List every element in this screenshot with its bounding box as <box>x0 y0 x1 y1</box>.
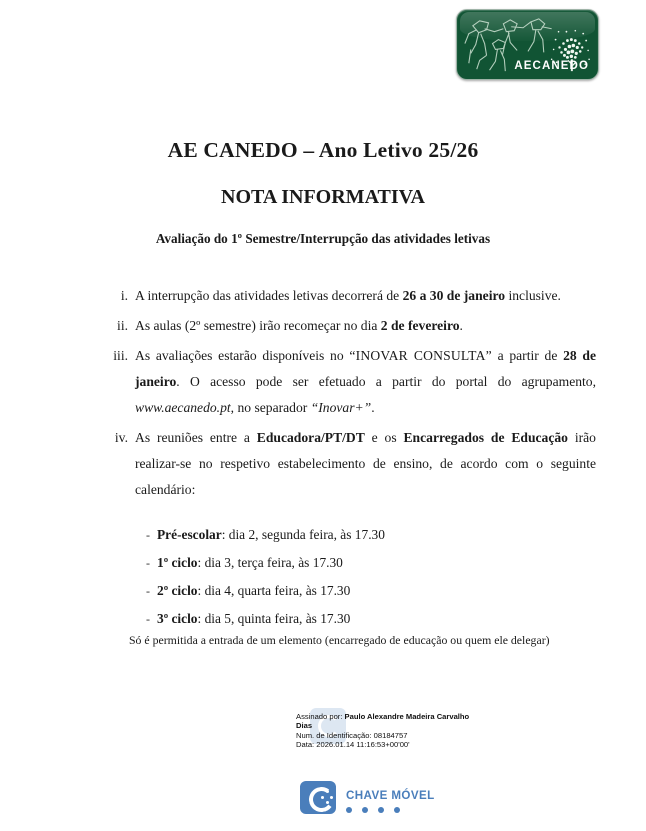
signature-id-line: Num. de Identificação: 08184757 <box>296 730 408 740</box>
list-item <box>100 313 596 339</box>
chave-movel-dot-icon <box>321 796 324 799</box>
list-item-text: As aulas (2º semestre) irão recomeçar no dia 2 de fevereiro. <box>135 318 463 333</box>
bullet-dash-icon: - <box>146 584 150 598</box>
chave-movel-badge-icon <box>300 781 336 814</box>
digital-signature-block <box>296 712 496 756</box>
list-item <box>100 425 596 503</box>
schedule-item <box>146 605 546 633</box>
signature-lines <box>296 712 496 750</box>
schedule-item-text: Pré-escolar: dia 2, segunda feira, às 17.30 <box>157 527 385 542</box>
list-item-marker: i. <box>120 288 128 303</box>
list-item-marker: iii. <box>113 348 128 363</box>
schedule-item-text: 2º ciclo: dia 4, quarta feira, às 17.30 <box>157 583 351 598</box>
chave-movel-row-dot-icon <box>378 807 384 813</box>
list-item-marker: ii. <box>117 318 128 333</box>
schedule-list <box>146 521 546 633</box>
document-subtitle: NOTA INFORMATIVA <box>221 186 425 208</box>
schedule-item <box>146 577 546 605</box>
bullet-dash-icon: - <box>146 528 150 542</box>
schedule-item <box>146 521 546 549</box>
schedule-item <box>146 549 546 577</box>
bullet-dash-icon: - <box>146 556 150 570</box>
list-item <box>100 343 596 421</box>
aecanedo-logo <box>456 9 599 80</box>
bullet-dash-icon: - <box>146 612 150 626</box>
signature-signer-name: Paulo Alexandre Madeira Carvalho <box>344 712 470 721</box>
schedule-item-text: 3º ciclo: dia 5, quinta feira, às 17.30 <box>157 611 351 626</box>
logo-name-label: AECANEDO <box>514 60 589 72</box>
chave-movel-row-dot-icon <box>346 807 352 813</box>
chave-movel-logo <box>300 781 435 823</box>
signature-label: Assinado por: <box>296 712 345 721</box>
list-item-marker: iv. <box>114 430 128 445</box>
chave-movel-dot-icon <box>330 796 333 799</box>
list-item-text: As avaliações estarão disponíveis no “INOVAR CONSULTA” a partir de 28 de janeiro. O acesso pode ser efetuado a partir do portal do agrupamento, www.aecanedo.pt, no separador “Inovar+”. <box>135 348 597 415</box>
chave-movel-dots-row <box>346 807 400 813</box>
list-item-text: As reuniões entre a Educadora/PT/DT e os Encarregados de Educação irão realizar-se no respetivo estabelecimento de ensino, de acordo com o seguinte calendário: <box>135 430 596 497</box>
signature-signer-line <box>296 712 496 721</box>
list-item-text: A interrupção das atividades letivas decorrerá de 26 a 30 de janeiro inclusive. <box>135 288 561 303</box>
numbered-list <box>100 283 596 507</box>
footnote-text: Só é permitida a entrada de um elemento (encarregado de educação ou quem ele delegar) <box>129 633 550 647</box>
document-subject-line: Avaliação do 1º Semestre/Interrupção das atividades letivas <box>155 231 491 246</box>
chave-movel-c-glyph-icon <box>307 785 335 813</box>
chave-movel-label: CHAVE MÓVEL <box>346 789 435 802</box>
signature-date-line: Data: 2026.01.14 11:16:53+00'00' <box>296 740 410 750</box>
signature-signer-name-cont: Dias <box>296 721 313 731</box>
document-title: AE CANEDO – Ano Letivo 25/26 <box>167 138 479 162</box>
chave-movel-row-dot-icon <box>362 807 368 813</box>
chave-movel-row-dot-icon <box>394 807 400 813</box>
logo-plate <box>456 9 599 80</box>
schedule-item-text: 1º ciclo: dia 3, terça feira, às 17.30 <box>157 555 343 570</box>
list-item <box>100 283 596 309</box>
